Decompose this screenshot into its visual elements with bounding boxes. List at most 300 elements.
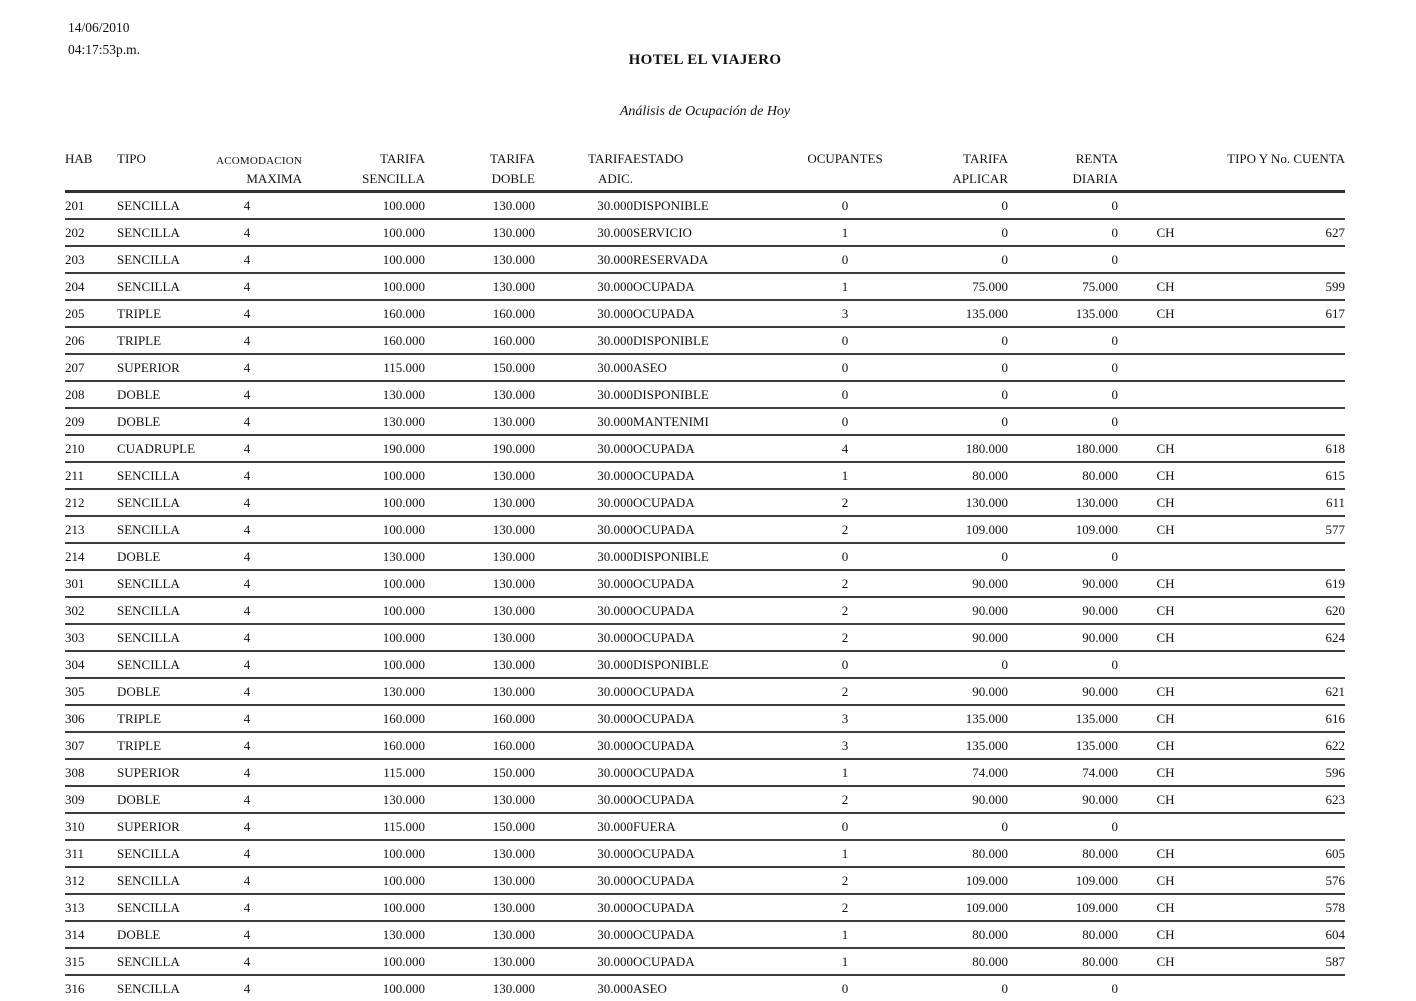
- cell-acomodacion-maxima: 4: [192, 867, 302, 894]
- cell-no-cuenta: 618: [1213, 435, 1345, 462]
- cell-renta-diaria: 90.000: [1008, 570, 1118, 597]
- cell-ocupantes: 0: [770, 813, 920, 840]
- cell-ocupantes: 0: [770, 192, 920, 220]
- cell-hab: 308: [65, 759, 117, 786]
- cell-hab: 315: [65, 948, 117, 975]
- cell-tarifa-doble: 160.000: [425, 705, 535, 732]
- cell-estado: RESERVADA: [633, 246, 770, 273]
- cell-acomodacion-maxima: 4: [192, 678, 302, 705]
- cell-ocupantes: 0: [770, 543, 920, 570]
- cell-ocupantes: 2: [770, 786, 920, 813]
- cell-hab: 212: [65, 489, 117, 516]
- cell-tarifa-adic: 30.000: [535, 246, 633, 273]
- cell-tipo: SENCILLA: [117, 624, 192, 651]
- cell-tarifa-aplicar: 0: [920, 408, 1008, 435]
- cell-acomodacion-maxima: 4: [192, 219, 302, 246]
- cell-no-cuenta: 616: [1213, 705, 1345, 732]
- cell-acomodacion-maxima: 4: [192, 435, 302, 462]
- table-row: [65, 570, 1345, 597]
- cell-no-cuenta: 587: [1213, 948, 1345, 975]
- table-header-row-1: [65, 147, 1345, 167]
- cell-tipo-cuenta: CH: [1118, 840, 1213, 867]
- cell-tarifa-adic: 30.000: [535, 975, 633, 1001]
- cell-tarifa-sencilla: 100.000: [302, 516, 425, 543]
- cell-tipo: SENCILLA: [117, 219, 192, 246]
- cell-tarifa-sencilla: 100.000: [302, 948, 425, 975]
- cell-ocupantes: 1: [770, 219, 920, 246]
- cell-tipo: DOBLE: [117, 678, 192, 705]
- cell-tarifa-adic: 30.000: [535, 705, 633, 732]
- cell-tipo-cuenta: [1118, 354, 1213, 381]
- cell-hab: 314: [65, 921, 117, 948]
- table-row: [65, 975, 1345, 1001]
- cell-tarifa-doble: 150.000: [425, 759, 535, 786]
- cell-renta-diaria: 0: [1008, 813, 1118, 840]
- cell-hab: 313: [65, 894, 117, 921]
- cell-tarifa-sencilla: 100.000: [302, 624, 425, 651]
- cell-tarifa-adic: 30.000: [535, 597, 633, 624]
- table-row: [65, 705, 1345, 732]
- cell-estado: OCUPADA: [633, 624, 770, 651]
- cell-ocupantes: 3: [770, 300, 920, 327]
- cell-hab: 201: [65, 192, 117, 220]
- col-header-tipo: TIPO: [117, 147, 192, 167]
- col-header-aplicar: APLICAR: [920, 167, 1008, 192]
- cell-tarifa-doble: 160.000: [425, 300, 535, 327]
- cell-hab: 206: [65, 327, 117, 354]
- col-header-hab: HAB: [65, 147, 117, 167]
- cell-no-cuenta: [1213, 327, 1345, 354]
- cell-renta-diaria: 90.000: [1008, 624, 1118, 651]
- cell-acomodacion-maxima: 4: [192, 705, 302, 732]
- cell-tarifa-adic: 30.000: [535, 894, 633, 921]
- table-row: [65, 462, 1345, 489]
- cell-tarifa-adic: 30.000: [535, 651, 633, 678]
- cell-tarifa-doble: 130.000: [425, 678, 535, 705]
- col-header-tipo-2: [117, 167, 192, 192]
- col-header-diaria: DIARIA: [1008, 167, 1118, 192]
- cell-tipo-cuenta: CH: [1118, 759, 1213, 786]
- cell-tarifa-sencilla: 115.000: [302, 354, 425, 381]
- cell-renta-diaria: 0: [1008, 327, 1118, 354]
- cell-tarifa-sencilla: 100.000: [302, 489, 425, 516]
- table-row: [65, 381, 1345, 408]
- cell-no-cuenta: [1213, 381, 1345, 408]
- cell-tipo: DOBLE: [117, 786, 192, 813]
- report-title: HOTEL EL VIAJERO: [65, 52, 1345, 69]
- cell-estado: DISPONIBLE: [633, 543, 770, 570]
- cell-tarifa-adic: 30.000: [535, 732, 633, 759]
- cell-estado: DISPONIBLE: [633, 381, 770, 408]
- cell-tarifa-doble: 150.000: [425, 813, 535, 840]
- cell-no-cuenta: 627: [1213, 219, 1345, 246]
- cell-estado: OCUPADA: [633, 435, 770, 462]
- cell-no-cuenta: [1213, 192, 1345, 220]
- col-header-doble: DOBLE: [425, 167, 535, 192]
- cell-estado: FUERA: [633, 813, 770, 840]
- cell-ocupantes: 0: [770, 354, 920, 381]
- col-header-tipo-no-cuenta: TIPO Y No. CUENTA: [1118, 147, 1345, 167]
- cell-tarifa-adic: 30.000: [535, 435, 633, 462]
- cell-no-cuenta: 621: [1213, 678, 1345, 705]
- cell-renta-diaria: 0: [1008, 381, 1118, 408]
- cell-tipo: SENCILLA: [117, 192, 192, 220]
- cell-tarifa-aplicar: 0: [920, 246, 1008, 273]
- col-header-tarifa-1: TARIFA: [302, 147, 425, 167]
- cell-estado: OCUPADA: [633, 921, 770, 948]
- col-header-estado: ESTADO: [633, 147, 770, 167]
- cell-tarifa-sencilla: 130.000: [302, 381, 425, 408]
- table-row: [65, 273, 1345, 300]
- cell-renta-diaria: 109.000: [1008, 894, 1118, 921]
- cell-acomodacion-maxima: 4: [192, 759, 302, 786]
- cell-tarifa-doble: 130.000: [425, 273, 535, 300]
- cell-ocupantes: 0: [770, 975, 920, 1001]
- table-row: [65, 732, 1345, 759]
- cell-ocupantes: 1: [770, 948, 920, 975]
- cell-tipo: DOBLE: [117, 381, 192, 408]
- cell-tarifa-doble: 130.000: [425, 219, 535, 246]
- cell-hab: 207: [65, 354, 117, 381]
- cell-tarifa-sencilla: 100.000: [302, 570, 425, 597]
- cell-tarifa-sencilla: 160.000: [302, 732, 425, 759]
- cell-hab: 301: [65, 570, 117, 597]
- table-row: [65, 408, 1345, 435]
- cell-tarifa-doble: 130.000: [425, 786, 535, 813]
- cell-estado: OCUPADA: [633, 840, 770, 867]
- cell-no-cuenta: [1213, 408, 1345, 435]
- cell-ocupantes: 2: [770, 624, 920, 651]
- cell-acomodacion-maxima: 4: [192, 192, 302, 220]
- cell-renta-diaria: 80.000: [1008, 921, 1118, 948]
- cell-no-cuenta: [1213, 543, 1345, 570]
- cell-tarifa-sencilla: 100.000: [302, 651, 425, 678]
- cell-tarifa-sencilla: 100.000: [302, 597, 425, 624]
- cell-estado: OCUPADA: [633, 948, 770, 975]
- cell-no-cuenta: 577: [1213, 516, 1345, 543]
- cell-tipo-cuenta: CH: [1118, 921, 1213, 948]
- cell-tipo-cuenta: CH: [1118, 678, 1213, 705]
- cell-acomodacion-maxima: 4: [192, 354, 302, 381]
- cell-estado: OCUPADA: [633, 300, 770, 327]
- cell-tipo-cuenta: [1118, 813, 1213, 840]
- cell-ocupantes: 0: [770, 381, 920, 408]
- cell-acomodacion-maxima: 4: [192, 813, 302, 840]
- cell-no-cuenta: 605: [1213, 840, 1345, 867]
- cell-estado: MANTENIMI: [633, 408, 770, 435]
- table-row: [65, 192, 1345, 220]
- col-header-renta: RENTA: [1008, 147, 1118, 167]
- cell-tarifa-aplicar: 74.000: [920, 759, 1008, 786]
- cell-ocupantes: 2: [770, 597, 920, 624]
- cell-ocupantes: 2: [770, 894, 920, 921]
- cell-tarifa-sencilla: 100.000: [302, 273, 425, 300]
- cell-hab: 205: [65, 300, 117, 327]
- col-header-ocupantes: OCUPANTES: [770, 147, 920, 167]
- cell-tarifa-doble: 130.000: [425, 381, 535, 408]
- cell-hab: 309: [65, 786, 117, 813]
- cell-no-cuenta: 615: [1213, 462, 1345, 489]
- cell-acomodacion-maxima: 4: [192, 516, 302, 543]
- cell-tarifa-aplicar: 90.000: [920, 678, 1008, 705]
- cell-acomodacion-maxima: 4: [192, 327, 302, 354]
- cell-tarifa-sencilla: 100.000: [302, 894, 425, 921]
- cell-ocupantes: 1: [770, 759, 920, 786]
- cell-tarifa-aplicar: 109.000: [920, 894, 1008, 921]
- cell-tarifa-doble: 130.000: [425, 894, 535, 921]
- table-row: [65, 354, 1345, 381]
- cell-tarifa-adic: 30.000: [535, 489, 633, 516]
- cell-tipo: DOBLE: [117, 543, 192, 570]
- cell-tipo: SENCILLA: [117, 273, 192, 300]
- cell-tipo: TRIPLE: [117, 732, 192, 759]
- cell-tipo: SENCILLA: [117, 975, 192, 1001]
- cell-tipo: SENCILLA: [117, 597, 192, 624]
- cell-tarifa-aplicar: 90.000: [920, 570, 1008, 597]
- cell-tarifa-doble: 130.000: [425, 570, 535, 597]
- cell-hab: 302: [65, 597, 117, 624]
- cell-tarifa-sencilla: 160.000: [302, 300, 425, 327]
- cell-tipo-cuenta: [1118, 408, 1213, 435]
- cell-no-cuenta: 599: [1213, 273, 1345, 300]
- table-row: [65, 435, 1345, 462]
- table-row: [65, 489, 1345, 516]
- report-subtitle: Análisis de Ocupación de Hoy: [65, 104, 1345, 120]
- cell-hab: 307: [65, 732, 117, 759]
- cell-tipo-cuenta: CH: [1118, 948, 1213, 975]
- cell-tipo: SENCILLA: [117, 570, 192, 597]
- cell-ocupantes: 2: [770, 570, 920, 597]
- cell-ocupantes: 2: [770, 867, 920, 894]
- cell-renta-diaria: 0: [1008, 246, 1118, 273]
- cell-tipo-cuenta: CH: [1118, 570, 1213, 597]
- cell-ocupantes: 0: [770, 408, 920, 435]
- cell-renta-diaria: 80.000: [1008, 462, 1118, 489]
- cell-acomodacion-maxima: 4: [192, 246, 302, 273]
- cell-tarifa-sencilla: 160.000: [302, 705, 425, 732]
- cell-tarifa-adic: 30.000: [535, 813, 633, 840]
- cell-tipo-cuenta: CH: [1118, 489, 1213, 516]
- cell-acomodacion-maxima: 4: [192, 408, 302, 435]
- cell-tarifa-aplicar: 135.000: [920, 300, 1008, 327]
- cell-estado: OCUPADA: [633, 462, 770, 489]
- col-header-hab-2: [65, 167, 117, 192]
- cell-tipo: SENCILLA: [117, 894, 192, 921]
- table-row: [65, 219, 1345, 246]
- cell-tarifa-adic: 30.000: [535, 462, 633, 489]
- cell-renta-diaria: 0: [1008, 354, 1118, 381]
- cell-tarifa-doble: 130.000: [425, 489, 535, 516]
- cell-ocupantes: 2: [770, 678, 920, 705]
- cell-tarifa-aplicar: 80.000: [920, 948, 1008, 975]
- cell-acomodacion-maxima: 4: [192, 894, 302, 921]
- cell-tarifa-aplicar: 135.000: [920, 732, 1008, 759]
- col-header-cuenta-2: [1118, 167, 1345, 192]
- cell-tarifa-adic: 30.000: [535, 192, 633, 220]
- col-header-tarifa-2: TARIFA: [425, 147, 535, 167]
- cell-renta-diaria: 0: [1008, 651, 1118, 678]
- cell-no-cuenta: [1213, 651, 1345, 678]
- cell-ocupantes: 0: [770, 246, 920, 273]
- cell-tipo: TRIPLE: [117, 300, 192, 327]
- cell-tarifa-aplicar: 0: [920, 975, 1008, 1001]
- cell-acomodacion-maxima: 4: [192, 381, 302, 408]
- cell-tipo-cuenta: CH: [1118, 597, 1213, 624]
- cell-estado: OCUPADA: [633, 570, 770, 597]
- cell-tarifa-adic: 30.000: [535, 543, 633, 570]
- cell-acomodacion-maxima: 4: [192, 462, 302, 489]
- cell-tipo-cuenta: CH: [1118, 462, 1213, 489]
- col-header-ocupantes-2: [770, 167, 920, 192]
- cell-tarifa-sencilla: 100.000: [302, 246, 425, 273]
- cell-tarifa-sencilla: 190.000: [302, 435, 425, 462]
- cell-tarifa-adic: 30.000: [535, 516, 633, 543]
- cell-tarifa-aplicar: 90.000: [920, 786, 1008, 813]
- cell-acomodacion-maxima: 4: [192, 273, 302, 300]
- cell-tipo: TRIPLE: [117, 327, 192, 354]
- cell-acomodacion-maxima: 4: [192, 948, 302, 975]
- cell-tarifa-adic: 30.000: [535, 948, 633, 975]
- cell-tarifa-doble: 150.000: [425, 354, 535, 381]
- cell-hab: 316: [65, 975, 117, 1001]
- cell-tarifa-doble: 130.000: [425, 867, 535, 894]
- cell-acomodacion-maxima: 4: [192, 489, 302, 516]
- cell-tipo-cuenta: CH: [1118, 219, 1213, 246]
- cell-hab: 213: [65, 516, 117, 543]
- cell-tarifa-doble: 130.000: [425, 462, 535, 489]
- cell-no-cuenta: [1213, 975, 1345, 1001]
- cell-renta-diaria: 135.000: [1008, 300, 1118, 327]
- table-row: [65, 597, 1345, 624]
- cell-ocupantes: 3: [770, 732, 920, 759]
- cell-tipo-cuenta: [1118, 327, 1213, 354]
- cell-tarifa-doble: 130.000: [425, 624, 535, 651]
- cell-hab: 210: [65, 435, 117, 462]
- table-header-row-2: [65, 167, 1345, 192]
- cell-estado: OCUPADA: [633, 516, 770, 543]
- report-page: [65, 0, 1345, 1001]
- table-row: [65, 516, 1345, 543]
- cell-tarifa-adic: 30.000: [535, 678, 633, 705]
- cell-tarifa-adic: 30.000: [535, 786, 633, 813]
- cell-tarifa-adic: 30.000: [535, 624, 633, 651]
- cell-ocupantes: 2: [770, 489, 920, 516]
- cell-tipo-cuenta: [1118, 975, 1213, 1001]
- cell-hab: 311: [65, 840, 117, 867]
- cell-tarifa-sencilla: 100.000: [302, 867, 425, 894]
- cell-tipo: SENCILLA: [117, 516, 192, 543]
- cell-no-cuenta: 622: [1213, 732, 1345, 759]
- occupancy-table: [65, 147, 1345, 1001]
- table-row: [65, 327, 1345, 354]
- cell-acomodacion-maxima: 4: [192, 543, 302, 570]
- cell-renta-diaria: 0: [1008, 543, 1118, 570]
- cell-renta-diaria: 135.000: [1008, 705, 1118, 732]
- cell-tarifa-doble: 130.000: [425, 543, 535, 570]
- cell-tarifa-adic: 30.000: [535, 273, 633, 300]
- cell-tipo: SUPERIOR: [117, 354, 192, 381]
- cell-tarifa-aplicar: 80.000: [920, 840, 1008, 867]
- cell-acomodacion-maxima: 4: [192, 975, 302, 1001]
- cell-ocupantes: 3: [770, 705, 920, 732]
- cell-renta-diaria: 135.000: [1008, 732, 1118, 759]
- cell-tipo-cuenta: [1118, 246, 1213, 273]
- col-header-sencilla: SENCILLA: [302, 167, 425, 192]
- cell-estado: ASEO: [633, 354, 770, 381]
- cell-acomodacion-maxima: 4: [192, 300, 302, 327]
- cell-no-cuenta: 578: [1213, 894, 1345, 921]
- cell-tipo-cuenta: CH: [1118, 894, 1213, 921]
- cell-renta-diaria: 90.000: [1008, 786, 1118, 813]
- cell-hab: 202: [65, 219, 117, 246]
- cell-tarifa-aplicar: 135.000: [920, 705, 1008, 732]
- cell-tarifa-doble: 130.000: [425, 948, 535, 975]
- col-header-tarifa-4: TARIFA: [920, 147, 1008, 167]
- cell-acomodacion-maxima: 4: [192, 921, 302, 948]
- cell-estado: OCUPADA: [633, 732, 770, 759]
- cell-ocupantes: 4: [770, 435, 920, 462]
- cell-tarifa-doble: 130.000: [425, 651, 535, 678]
- cell-tarifa-doble: 130.000: [425, 192, 535, 220]
- cell-renta-diaria: 80.000: [1008, 948, 1118, 975]
- cell-tarifa-aplicar: 90.000: [920, 597, 1008, 624]
- cell-tarifa-adic: 30.000: [535, 570, 633, 597]
- cell-estado: OCUPADA: [633, 273, 770, 300]
- cell-tarifa-adic: 30.000: [535, 354, 633, 381]
- occupancy-table-body: [65, 192, 1345, 1001]
- cell-acomodacion-maxima: 4: [192, 840, 302, 867]
- cell-no-cuenta: 617: [1213, 300, 1345, 327]
- cell-tarifa-doble: 130.000: [425, 921, 535, 948]
- cell-renta-diaria: 0: [1008, 975, 1118, 1001]
- cell-tarifa-sencilla: 100.000: [302, 975, 425, 1001]
- cell-tipo: CUADRUPLE: [117, 435, 192, 462]
- cell-tipo: TRIPLE: [117, 705, 192, 732]
- cell-no-cuenta: 576: [1213, 867, 1345, 894]
- cell-hab: 303: [65, 624, 117, 651]
- cell-no-cuenta: 624: [1213, 624, 1345, 651]
- report-date: 14/06/2010: [68, 17, 140, 39]
- cell-estado: OCUPADA: [633, 786, 770, 813]
- cell-estado: OCUPADA: [633, 597, 770, 624]
- cell-estado: OCUPADA: [633, 489, 770, 516]
- cell-no-cuenta: 623: [1213, 786, 1345, 813]
- cell-tipo: SENCILLA: [117, 651, 192, 678]
- cell-tarifa-adic: 30.000: [535, 408, 633, 435]
- cell-hab: 305: [65, 678, 117, 705]
- cell-tarifa-doble: 160.000: [425, 732, 535, 759]
- cell-tarifa-sencilla: 115.000: [302, 759, 425, 786]
- table-row: [65, 300, 1345, 327]
- cell-acomodacion-maxima: 4: [192, 597, 302, 624]
- cell-hab: 209: [65, 408, 117, 435]
- cell-estado: OCUPADA: [633, 894, 770, 921]
- col-header-adic: ADIC.: [535, 167, 633, 192]
- cell-tarifa-aplicar: 180.000: [920, 435, 1008, 462]
- cell-renta-diaria: 0: [1008, 219, 1118, 246]
- cell-acomodacion-maxima: 4: [192, 732, 302, 759]
- table-row: [65, 246, 1345, 273]
- cell-tarifa-aplicar: 109.000: [920, 516, 1008, 543]
- cell-tipo-cuenta: CH: [1118, 300, 1213, 327]
- cell-tipo: SENCILLA: [117, 246, 192, 273]
- cell-hab: 312: [65, 867, 117, 894]
- cell-tarifa-adic: 30.000: [535, 327, 633, 354]
- cell-estado: OCUPADA: [633, 759, 770, 786]
- cell-tipo: SENCILLA: [117, 840, 192, 867]
- cell-tarifa-doble: 160.000: [425, 327, 535, 354]
- cell-tarifa-adic: 30.000: [535, 300, 633, 327]
